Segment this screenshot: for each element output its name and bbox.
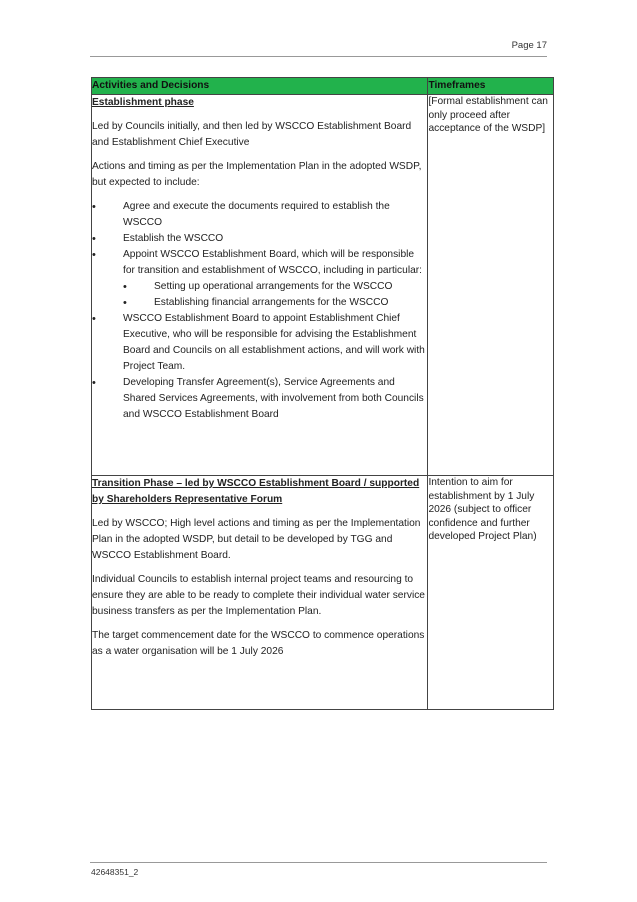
column-header-activities: Activities and Decisions — [92, 78, 428, 95]
list-item: • Developing Transfer Agreement(s), Service Agreements and Shared Services Agreements, with involvement from both Councils and WSCCO Establishment Board — [92, 375, 427, 423]
table-row-transition — [92, 476, 554, 710]
list-item: • WSCCO Establishment Board to appoint Establishment Chief Executive, who will be responsible for advising the Establishment Board and Councils on all establishment actions, and will work with Project Team. — [92, 311, 427, 375]
activities-table — [91, 77, 554, 710]
paragraph: Individual Councils to establish internal project teams and resourcing to ensure they are able to be ready to complete their individual water service business transfers as per the Implementation Plan. — [92, 574, 425, 617]
sub-list-item: • Establishing financial arrangements for the WSCCO — [123, 295, 427, 311]
column-header-timeframes: Timeframes — [428, 78, 554, 95]
table-row-establishment — [92, 95, 554, 476]
paragraph: The target commencement date for the WSCCO to commence operations as a water organisation will be 1 July 2026 — [92, 630, 425, 657]
activities-cell-transition — [92, 476, 428, 710]
sub-list-item: • Setting up operational arrangements for the WSCCO — [123, 279, 427, 295]
timeframe-cell-transition: Intention to aim for establishment by 1 July 2026 (subject to officer confidence and further developed Project Plan) — [428, 476, 554, 710]
paragraph: Actions and timing as per the Implementation Plan in the adopted WSDP, but expected to include: — [92, 161, 422, 188]
paragraph: Led by Councils initially, and then led by WSCCO Establishment Board and Establishment Chief Executive — [92, 121, 412, 148]
phase-title-transition: Transition Phase – led by WSCCO Establishment Board / supported by Shareholders Representative Forum — [92, 478, 420, 505]
table-header-row — [92, 78, 554, 95]
paragraph: Led by WSCCO; High level actions and timing as per the Implementation Plan in the adopted WSDP, but detail to be developed by TGG and WSCCO Establishment Board. — [92, 518, 421, 561]
list-item: • Appoint WSCCO Establishment Board, which will be responsible for transition and establishment of WSCCO, including in particular: • Setting up operational arrangements for the WSCCO • Establishing financial arrangements for the WSCCO — [92, 247, 427, 311]
header-rule — [90, 56, 547, 57]
timeframe-cell-establishment: [Formal establishment can only proceed after acceptance of the WSDP] — [428, 95, 554, 476]
phase-title-establishment: Establishment phase — [92, 97, 194, 108]
document-reference: 42648351_2 — [91, 867, 139, 877]
activities-cell-establishment — [92, 95, 428, 476]
page-number: Page 17 — [511, 40, 547, 51]
sub-bullet-list — [123, 279, 427, 311]
list-item: • Establish the WSCCO — [92, 231, 427, 247]
list-item: • Agree and execute the documents required to establish the WSCCO — [92, 199, 427, 231]
bullet-list — [92, 199, 427, 423]
footer-rule — [90, 862, 547, 863]
